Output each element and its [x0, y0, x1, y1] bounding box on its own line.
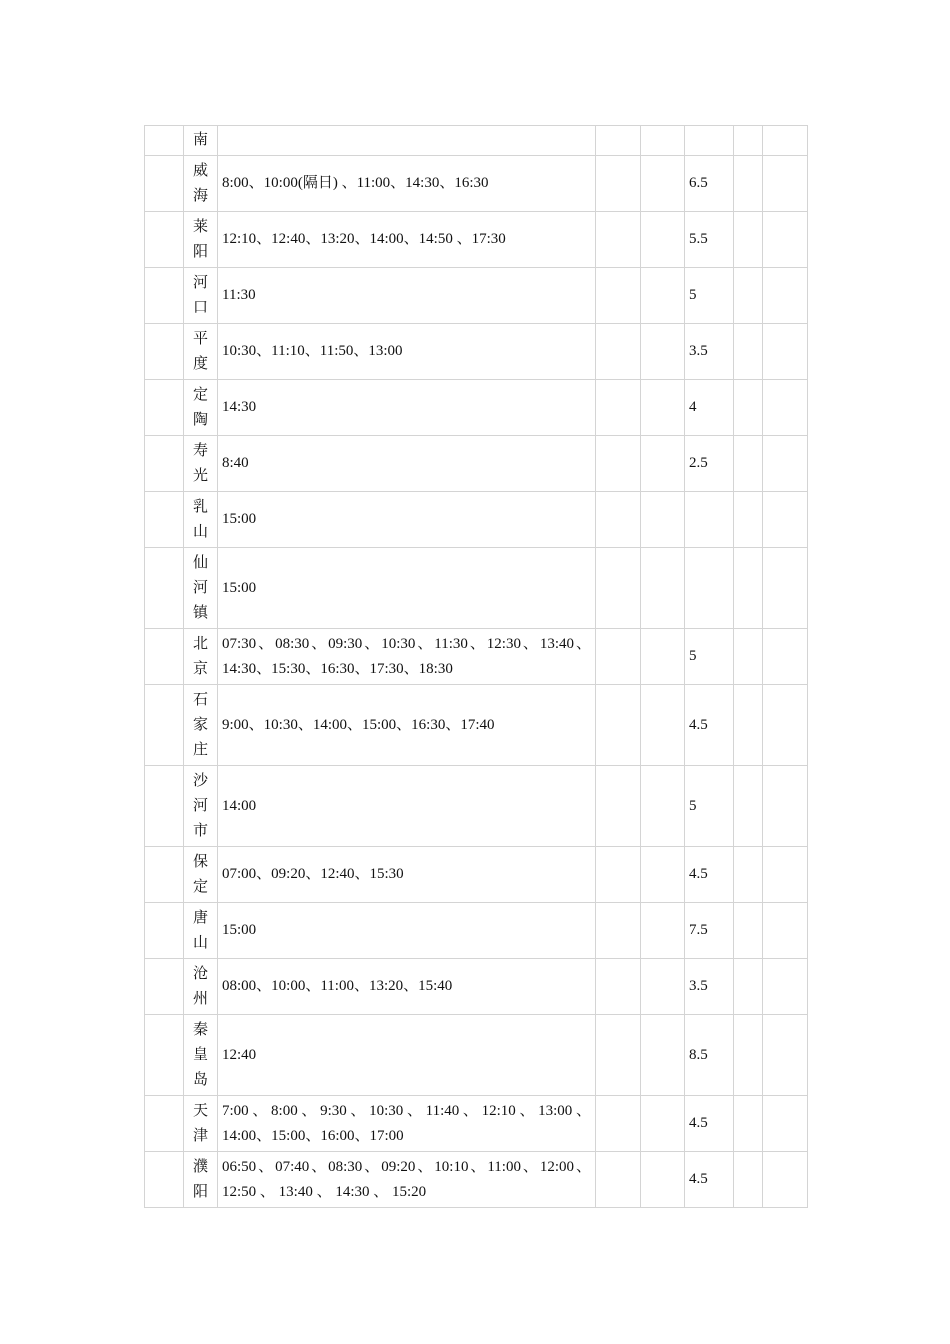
departure-times-cell: 9:00、10:30、14:00、15:00、16:30、17:40: [218, 685, 596, 766]
blank-cell: [596, 156, 641, 212]
price-cell: 8.5: [685, 1015, 734, 1096]
departure-times-cell: 8:40: [218, 436, 596, 492]
city-cell: [184, 847, 218, 903]
table-row: [145, 766, 808, 847]
blank-cell: [763, 126, 808, 156]
blank-cell: [596, 903, 641, 959]
blank-cell: [641, 436, 685, 492]
city-name: 濮 阳: [192, 1158, 208, 1200]
city-name: 天 津: [192, 1102, 208, 1144]
blank-cell: [734, 492, 763, 548]
blank-cell: [734, 1152, 763, 1208]
blank-cell: [734, 685, 763, 766]
city-cell: [184, 268, 218, 324]
blank-cell: [763, 156, 808, 212]
city-cell: [184, 1015, 218, 1096]
blank-cell: [145, 492, 184, 548]
blank-cell: [145, 685, 184, 766]
blank-cell: [596, 212, 641, 268]
city-cell: [184, 156, 218, 212]
blank-cell: [596, 685, 641, 766]
price-cell: 5: [685, 629, 734, 685]
price-cell: [685, 548, 734, 629]
price-cell: 5: [685, 766, 734, 847]
blank-cell: [145, 324, 184, 380]
blank-cell: [145, 766, 184, 847]
blank-cell: [145, 380, 184, 436]
city-cell: [184, 629, 218, 685]
city-name: 寿 光: [192, 442, 208, 484]
blank-cell: [734, 268, 763, 324]
blank-cell: [763, 766, 808, 847]
blank-cell: [641, 1096, 685, 1152]
table-row: [145, 212, 808, 268]
price-cell: 3.5: [685, 324, 734, 380]
blank-cell: [596, 959, 641, 1015]
price-cell: 6.5: [685, 156, 734, 212]
blank-cell: [145, 959, 184, 1015]
departure-times-cell: 08:00、10:00、11:00、13:20、15:40: [218, 959, 596, 1015]
departure-times-cell: 12:10、12:40、13:20、14:00、14:50 、17:30: [218, 212, 596, 268]
departure-times-cell: 06:50、07:40、08:30、09:20、10:10、11:00、12:00、 12:50 、 13:40 、 14:30 、 15:20: [218, 1152, 596, 1208]
blank-cell: [763, 436, 808, 492]
city-cell: [184, 212, 218, 268]
departure-times-cell: [218, 126, 596, 156]
blank-cell: [763, 268, 808, 324]
blank-cell: [734, 1096, 763, 1152]
blank-cell: [763, 380, 808, 436]
blank-cell: [596, 766, 641, 847]
departure-times-cell: 07:00、09:20、12:40、15:30: [218, 847, 596, 903]
blank-cell: [641, 156, 685, 212]
price-cell: 3.5: [685, 959, 734, 1015]
city-name: 定 陶: [192, 386, 208, 428]
city-name: 威 海: [192, 162, 208, 204]
city-cell: [184, 436, 218, 492]
blank-cell: [763, 1015, 808, 1096]
blank-cell: [145, 126, 184, 156]
city-name: 唐 山: [192, 909, 208, 951]
blank-cell: [734, 629, 763, 685]
city-name: 保 定: [192, 853, 208, 895]
table-row: [145, 436, 808, 492]
table-row: [145, 380, 808, 436]
price-cell: 4.5: [685, 1096, 734, 1152]
departure-times-cell: 15:00: [218, 492, 596, 548]
price-cell: [685, 126, 734, 156]
blank-cell: [596, 1015, 641, 1096]
price-cell: 4.5: [685, 685, 734, 766]
table-row: [145, 492, 808, 548]
blank-cell: [641, 903, 685, 959]
blank-cell: [145, 212, 184, 268]
blank-cell: [145, 1096, 184, 1152]
blank-cell: [641, 959, 685, 1015]
blank-cell: [734, 903, 763, 959]
blank-cell: [641, 1152, 685, 1208]
city-cell: [184, 324, 218, 380]
blank-cell: [763, 548, 808, 629]
price-cell: 5.5: [685, 212, 734, 268]
table-row: [145, 629, 808, 685]
city-name: 秦 皇 岛: [192, 1021, 208, 1088]
table-row: [145, 1015, 808, 1096]
blank-cell: [734, 156, 763, 212]
departure-times-cell: 11:30: [218, 268, 596, 324]
price-cell: [685, 492, 734, 548]
departure-times-cell: 15:00: [218, 548, 596, 629]
city-name: 莱 阳: [192, 218, 208, 260]
city-name: 南: [192, 132, 208, 148]
table-row: [145, 548, 808, 629]
blank-cell: [734, 1015, 763, 1096]
table-row: [145, 1152, 808, 1208]
price-cell: 4.5: [685, 847, 734, 903]
departure-times-cell: 10:30、11:10、11:50、13:00: [218, 324, 596, 380]
blank-cell: [763, 1152, 808, 1208]
blank-cell: [596, 380, 641, 436]
blank-cell: [734, 324, 763, 380]
departure-times-cell: 8:00、10:00(隔日) 、11:00、14:30、16:30: [218, 156, 596, 212]
city-cell: [184, 126, 218, 156]
blank-cell: [763, 212, 808, 268]
blank-cell: [641, 548, 685, 629]
table-row: [145, 156, 808, 212]
blank-cell: [763, 629, 808, 685]
blank-cell: [596, 629, 641, 685]
table-row: [145, 126, 808, 156]
schedule-body: [145, 126, 808, 1208]
city-cell: [184, 685, 218, 766]
blank-cell: [641, 847, 685, 903]
blank-cell: [763, 492, 808, 548]
city-cell: [184, 548, 218, 629]
blank-cell: [641, 126, 685, 156]
table-row: [145, 847, 808, 903]
departure-times-cell: 14:30: [218, 380, 596, 436]
blank-cell: [641, 324, 685, 380]
blank-cell: [641, 268, 685, 324]
blank-cell: [145, 268, 184, 324]
blank-cell: [145, 1152, 184, 1208]
departure-times-cell: 15:00: [218, 903, 596, 959]
city-cell: [184, 766, 218, 847]
table-row: [145, 1096, 808, 1152]
blank-cell: [145, 1015, 184, 1096]
blank-cell: [734, 548, 763, 629]
city-name: 沙 河 市: [192, 772, 208, 839]
blank-cell: [734, 126, 763, 156]
blank-cell: [596, 1152, 641, 1208]
city-cell: [184, 903, 218, 959]
blank-cell: [596, 847, 641, 903]
blank-cell: [641, 380, 685, 436]
departure-times-cell: 7:00、8:00、9:30、10:30、11:40、12:10、13:00、14:00、15:00、16:00、17:00: [218, 1096, 596, 1152]
blank-cell: [145, 548, 184, 629]
price-cell: 5: [685, 268, 734, 324]
blank-cell: [641, 212, 685, 268]
city-cell: [184, 1096, 218, 1152]
departure-times-cell: 07:30、08:30、09:30、10:30、11:30、12:30、13:40、14:30、15:30、16:30、17:30、18:30: [218, 629, 596, 685]
blank-cell: [145, 903, 184, 959]
blank-cell: [596, 1096, 641, 1152]
table-row: [145, 324, 808, 380]
price-cell: 2.5: [685, 436, 734, 492]
city-name: 河 口: [192, 274, 208, 316]
city-name: 平 度: [192, 330, 208, 372]
blank-cell: [145, 629, 184, 685]
city-name: 乳 山: [192, 498, 208, 540]
city-name: 仙 河 镇: [192, 554, 208, 621]
table-row: [145, 685, 808, 766]
blank-cell: [734, 212, 763, 268]
blank-cell: [641, 685, 685, 766]
blank-cell: [145, 847, 184, 903]
blank-cell: [763, 324, 808, 380]
blank-cell: [763, 847, 808, 903]
blank-cell: [763, 903, 808, 959]
blank-cell: [763, 959, 808, 1015]
blank-cell: [734, 380, 763, 436]
blank-cell: [641, 629, 685, 685]
city-name: 石 家 庄: [192, 691, 208, 758]
blank-cell: [596, 548, 641, 629]
city-cell: [184, 1152, 218, 1208]
blank-cell: [734, 847, 763, 903]
blank-cell: [596, 436, 641, 492]
city-name: 沧 州: [192, 965, 208, 1007]
city-cell: [184, 380, 218, 436]
blank-cell: [641, 492, 685, 548]
blank-cell: [641, 1015, 685, 1096]
schedule-table: [144, 125, 808, 1208]
price-cell: 7.5: [685, 903, 734, 959]
city-cell: [184, 492, 218, 548]
blank-cell: [596, 126, 641, 156]
table-row: [145, 903, 808, 959]
blank-cell: [734, 959, 763, 1015]
blank-cell: [596, 324, 641, 380]
price-cell: 4.5: [685, 1152, 734, 1208]
blank-cell: [596, 492, 641, 548]
city-cell: [184, 959, 218, 1015]
blank-cell: [734, 436, 763, 492]
blank-cell: [145, 436, 184, 492]
table-row: [145, 959, 808, 1015]
blank-cell: [145, 156, 184, 212]
city-name: 北 京: [192, 635, 208, 677]
blank-cell: [763, 685, 808, 766]
blank-cell: [763, 1096, 808, 1152]
departure-times-cell: 12:40: [218, 1015, 596, 1096]
blank-cell: [641, 766, 685, 847]
price-cell: 4: [685, 380, 734, 436]
departure-times-cell: 14:00: [218, 766, 596, 847]
table-row: [145, 268, 808, 324]
blank-cell: [596, 268, 641, 324]
blank-cell: [734, 766, 763, 847]
